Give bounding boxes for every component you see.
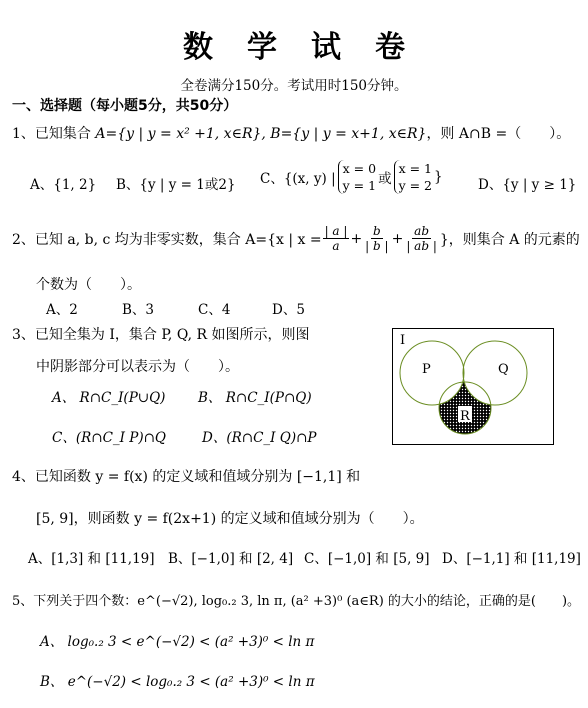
option-text: C、{(x, y) | [260,171,336,187]
case-line: y = 1 [342,178,377,193]
label-q: Q [498,362,509,377]
question-number: 1、 [12,126,35,142]
case-line: x = 1 [398,161,432,176]
case-line: x = 0 [342,161,377,176]
option-b: B、[−1,0] 和 [2, 4] [168,551,294,567]
question-1 [12,123,570,143]
question-text: ，则 A∩B =（ ）。 [426,126,571,142]
option-a: A、 log₀.₂ 3 < e^(−√2) < (a² +3)⁰ < ln π [40,634,315,650]
question-text: 中阴影部分可以表示为（ ）。 [36,359,239,375]
fraction [323,224,350,253]
fraction [363,224,390,253]
page-title: 数学试卷 [183,30,439,65]
option-c [260,160,443,194]
question-text: 已知 a, b, c 均为非零实数，集合 A={x | x = [34,231,322,248]
question-4 [12,466,360,486]
option-d: D、5 [272,302,305,318]
question-text: 个数为（ ）。 [36,277,141,293]
option-a: A、{1, 2} [30,177,97,193]
option-text: } [434,169,443,185]
fraction [404,224,439,253]
question-text: }，则集合 A 的元素的 [439,231,580,248]
option-d: D、{y | y ≥ 1} [478,177,577,193]
question-number: 4、 [12,469,35,485]
denominator: | ab | [406,239,437,253]
option-d: D、[−1,1] 和 [11,19] [442,551,581,567]
numerator: | a | [324,224,348,238]
question-number: 5、 [12,594,34,609]
option-a: A、[1,3] 和 [11,19] [28,551,155,567]
option-c: C、4 [198,302,231,318]
numerator: b [373,224,381,238]
option-text: 或 [378,171,392,187]
option-b: B、 R∩C_I(P∩Q) [198,390,312,406]
denominator: a [332,239,340,253]
option-a: A、2 [46,302,78,318]
label-i: I [400,333,406,348]
exam-info: 全卷满分150分。考试用时150分钟。 [180,78,408,94]
numerator: ab [414,224,430,238]
math-expression: A={y | y = x² +1, x∈R}, B={y | y = x+1, x∈R} [95,126,427,142]
question-text: 已知集合 [34,126,91,142]
question-text: 下列关于四个数：e^(−√2), log₀.₂ 3, ln π, (a² +3)⁰ (a∈R) 的大小的结论，正确的是( )。 [33,594,581,609]
label-p: P [422,362,431,377]
question-text: [5, 9]，则函数 y = f(2x+1) 的定义域和值域分别为（ ）。 [36,511,424,527]
question-number: 3、 [12,327,35,343]
option-c: C、[−1,0] 和 [5, 9] [304,551,430,567]
case-group [394,160,432,194]
denominator: | b | [365,239,389,253]
question-2: 2、 已知 a, b, c 均为非零实数，集合 A={x | x = $\frac{| a |}{a}$ + $\frac{b}{| b |}$ + $\frac{ab}{| ab |}$ }，则集合 A 的元素的 [12,224,580,253]
option-d: D、(R∩C_I Q)∩P [202,430,317,446]
question-text: 已知全集为 I，集合 P, Q, R 如图所示，则图 [34,327,310,343]
venn-diagram [392,328,554,445]
case-group [338,160,376,194]
question-text: 已知函数 y = f(x) 的定义域和值域分别为 [−1,1] 和 [34,469,361,485]
question-3 [12,324,310,344]
option-b: B、{y | y = 1或2} [116,177,236,193]
option-b: B、3 [122,302,155,318]
option-c: C、(R∩C_I P)∩Q [52,430,167,446]
case-line: y = 2 [398,178,432,193]
question-number: 2、 [12,231,35,248]
section-heading: 一、选择题（每小题5分，共50分） [12,98,238,114]
label-r: R [460,409,470,424]
question-5 [12,590,580,609]
option-a: A、 R∩C_I(P∪Q) [52,390,166,406]
option-b: B、 e^(−√2) < log₀.₂ 3 < (a² +3)⁰ < ln π [40,674,315,690]
